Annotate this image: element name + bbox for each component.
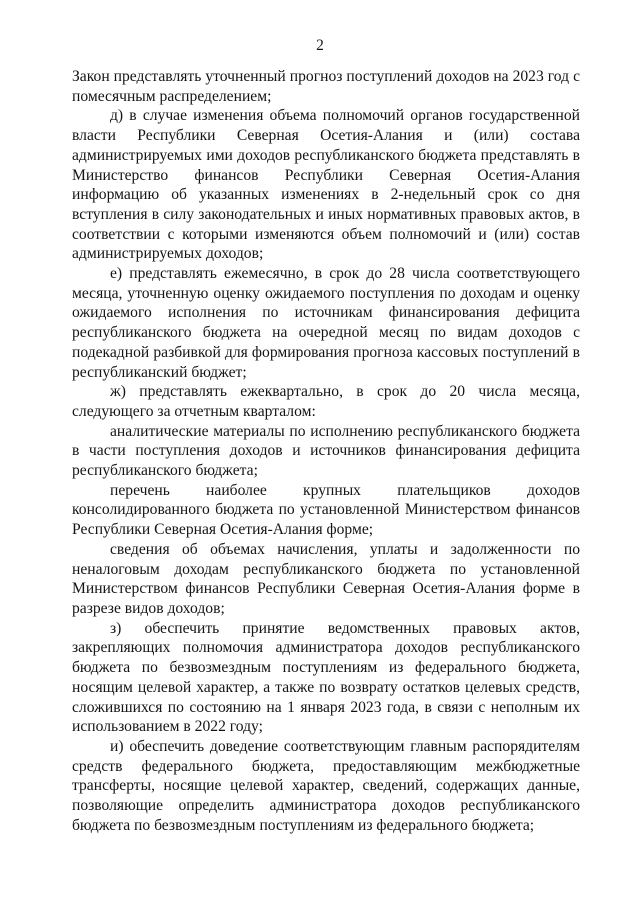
paragraph-analytic-materials: аналитические материалы по исполнению республиканского бюджета в части поступления доходов и источников финансирования дефицита республиканского бюджета; <box>72 422 580 480</box>
paragraph-item-zh: ж) представлять ежеквартально, в срок до 20 числа месяца, следующего за отчетным кварталом: <box>72 383 580 420</box>
paragraph-item-d: д) в случае изменения объема полномочий органов государственной власти Республики Северная Осетия-Алания и (или) состава администрируемых ими доходов республиканского бюджета представлять в Министерство финансов Республики Северная Осетия-Алания информацию об указанных изменениях в 2-недельный срок со дня вступления в силу законодательных и иных нормативных правовых актов, в соответствии с которыми изменяются объем полномочий и (или) состав администрируемых доходов; <box>72 107 580 263</box>
paragraph-item-z: з) обеспечить принятие ведомственных правовых актов, закрепляющих полномочия администратора доходов республиканского бюджета по безвозмездным поступлениям из федерального бюджета, носящим целевой характер, а также по возврату остатков целевых средств, сложившихся по состоянию на 1 января 2023 года, в связи с неполным их использованием в 2022 году; <box>72 619 580 736</box>
paragraph-accrual-info: сведения об объемах начисления, уплаты и задолженности по неналоговым доходам республиканского бюджета по установленной Министерством финансов Республики Северная Осетия-Алания форме в разрезе видов доходов; <box>72 540 580 617</box>
paragraph-payers-list: перечень наиболее крупных плательщиков доходов консолидированного бюджета по установленной Министерством финансов Республики Северная Осетия-Алания форме; <box>72 481 580 539</box>
document-body <box>72 67 580 835</box>
paragraph-continuation: Закон представлять уточненный прогноз поступлений доходов на 2023 год с помесячным распределением; <box>72 68 580 105</box>
paragraph-item-i: и) обеспечить доведение соответствующим главным распорядителям средств федерального бюджета, предоставляющим межбюджетные трансферты, носящие целевой характер, сведений, содержащих данные, позволяющие определить администратора доходов республиканского бюджета по безвозмездным поступлениям из федерального бюджета; <box>72 737 580 834</box>
paragraph-item-e: е) представлять ежемесячно, в срок до 28 числа соответствующего месяца, уточненную оценку ожидаемого поступления по доходам и оценку ожидаемого исполнения по источникам финансирования дефицита республиканского бюджета на очередной месяц по видам доходов с подекадной разбивкой для формирования прогноза кассовых поступлений в республиканский бюджет; <box>72 265 580 381</box>
page-number: 2 <box>316 37 324 54</box>
